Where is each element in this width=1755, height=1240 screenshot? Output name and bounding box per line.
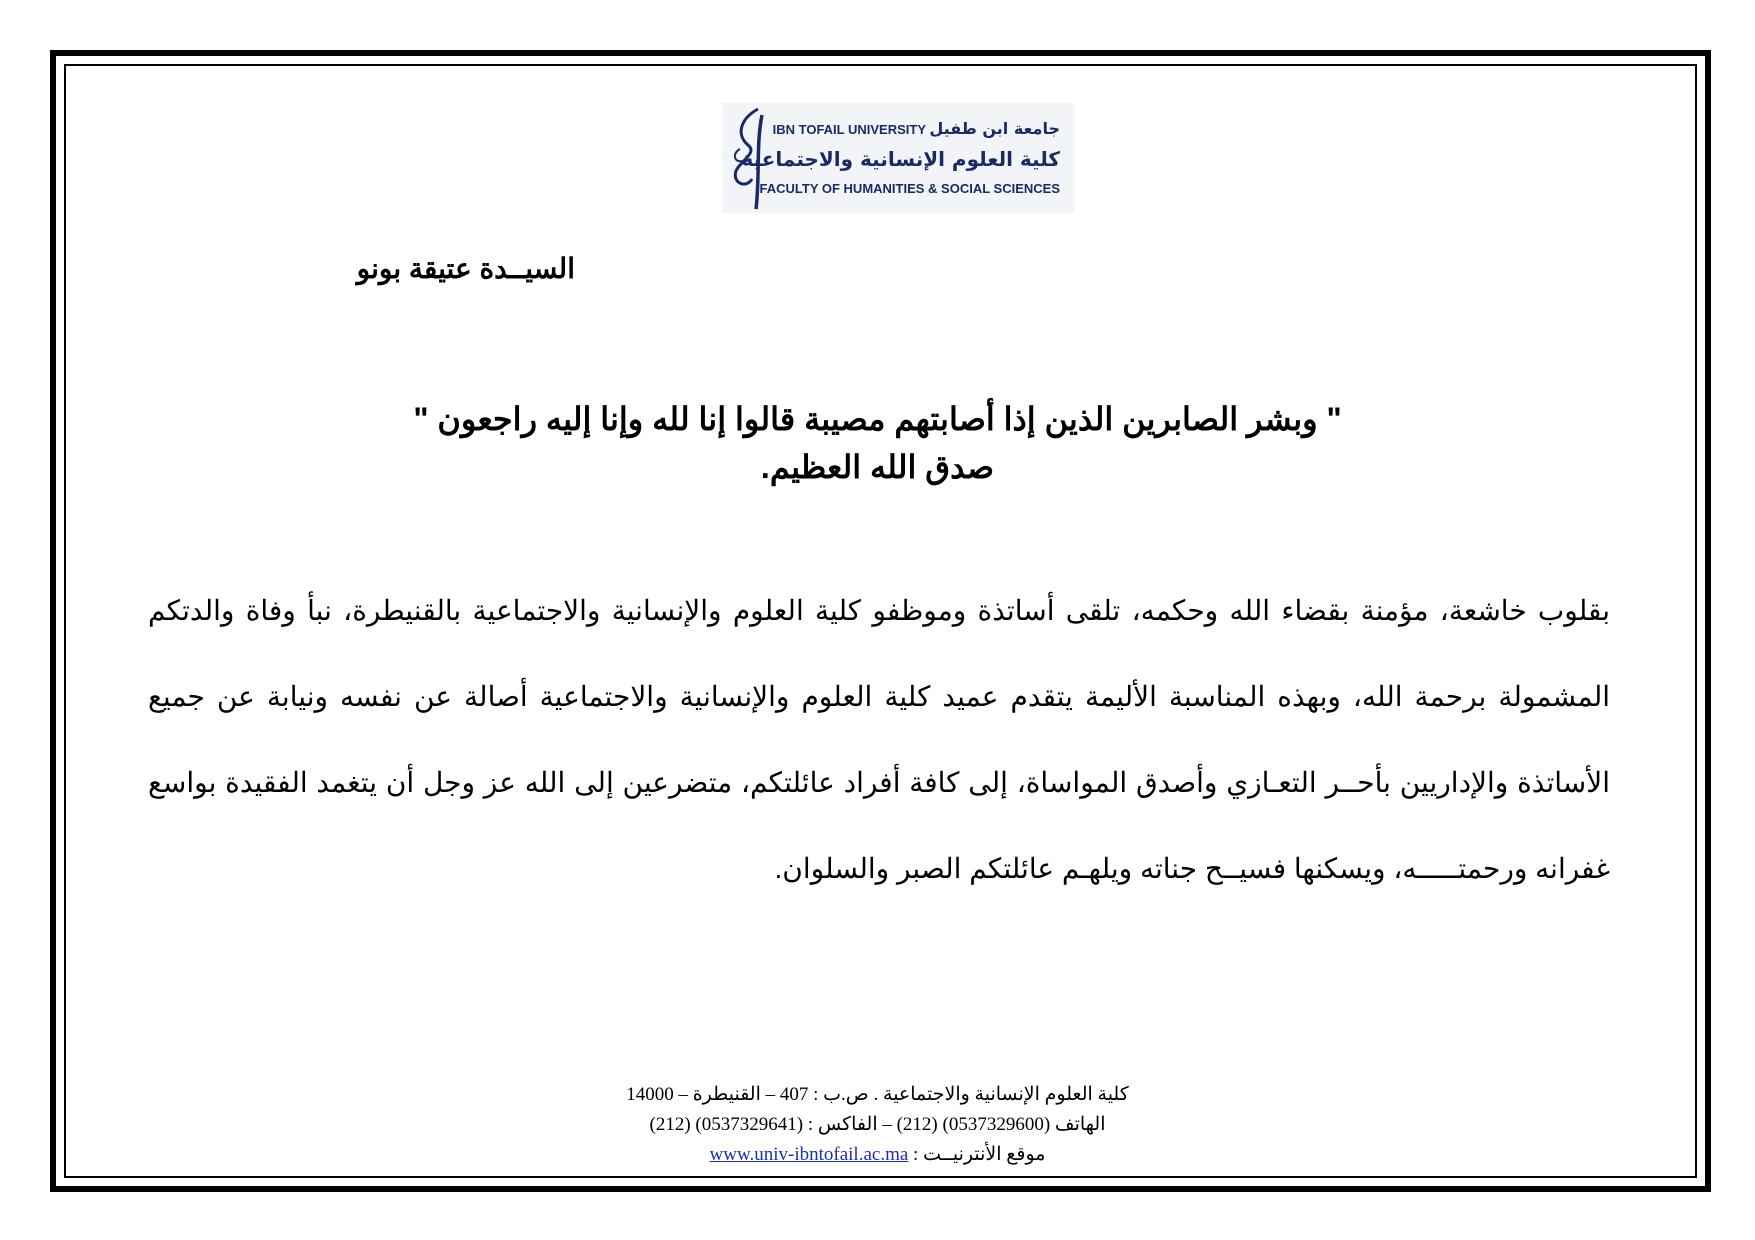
verse-closing: صدق الله العظيم.: [760, 449, 995, 485]
quran-verse: " وبشر الصابرين الذين إذا أصابتهم مصيبة قالوا إنا لله وإنا إليه راجعون ": [413, 401, 1342, 437]
logo-university-ar: جامعة ابن طفيل: [929, 119, 1060, 138]
website-label: موقع الأنترنيــت :: [913, 1144, 1046, 1165]
footer-phone-fax: الهاتف (0537329600) (212) – الفاكس : (0537329641) (212): [649, 1114, 1106, 1135]
logo-university-en: IBN TOFAIL UNIVERSITY: [772, 122, 926, 137]
university-logo: [722, 103, 1074, 213]
logo-university-line: [773, 119, 1060, 138]
footer-address: كلية العلوم الإنسانية والاجتماعية . ص.ب : 407 – القنيطرة – 14000: [626, 1084, 1129, 1105]
recipient-name: السيــدة عتيقة بونو: [356, 253, 575, 284]
footer-website: [0, 1143, 1755, 1166]
condolence-message: بقلوب خاشعة، مؤمنة بقضاء الله وحكمه، تلقى أساتذة وموظفو كلية العلوم والإنسانية والاجتماعية بالقنيطرة، نبأ وفاة والدتكم المشمولة برحمة الله، وبهذه المناسبة الأليمة يتقدم عميد كلية العلوم والإنسانية والاجتماعية أصالة عن نفسه ونيابة عن جميع الأساتذة والإداريين بأحــر التعـازي وأصدق المواساة، إلى كافة أفراد عائلتكم، متضرعين إلى الله عز وجل أن يتغمد الفقيدة بواسع غفرانه ورحمتـــــه، ويسكنها فسيــح جناته ويلهـم عائلتكم الصبر والسلوان.: [148, 595, 1610, 884]
logo-faculty-en: FACULTY OF HUMANITIES & SOCIAL SCIENCES: [759, 181, 1060, 196]
logo-faculty-ar: كلية العلوم الإنسانية والاجتماعية: [741, 147, 1060, 171]
website-link[interactable]: www.univ-ibntofail.ac.ma: [709, 1144, 909, 1165]
